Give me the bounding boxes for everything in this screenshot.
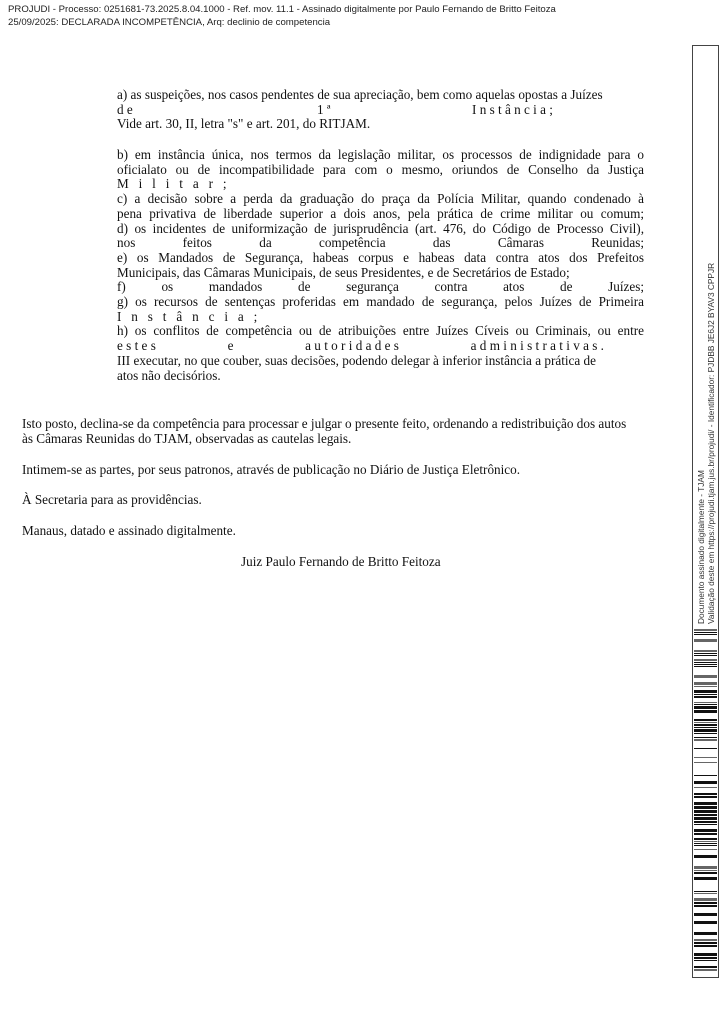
barcode-bar: [694, 802, 717, 805]
spread-word: 1 ª: [317, 101, 331, 117]
spread-word: mandados: [208, 279, 263, 295]
spread-word: feitos: [182, 235, 212, 251]
barcode-bar: [694, 845, 717, 846]
barcode-bar: [694, 662, 717, 663]
spread-word: de: [297, 279, 311, 295]
barcode-bar: [694, 639, 717, 642]
spread-word: e s t e s: [117, 338, 156, 354]
item-a-line3: Vide art. 30, II, letra "s" e art. 201, do RITJAM.: [117, 116, 371, 132]
barcode-bar: [694, 722, 717, 723]
barcode-bar: [694, 843, 717, 844]
item-a-spread-line: [117, 103, 644, 118]
barcode-bar: [694, 877, 717, 880]
item-b-line1: b) em instância única, nos termos da legislação militar, os processos de indignidade para o: [117, 147, 644, 162]
barcode-bar: [694, 757, 717, 758]
item-a: [117, 88, 644, 132]
spread-word: os: [161, 279, 174, 295]
item-h-line1: h) os conflitos de competência ou de atribuições entre Juízes Cíveis ou Criminais, ou entre: [117, 323, 644, 339]
spread-word: a u t o r i d a d e s: [305, 338, 399, 354]
item-f-spread-line: [117, 280, 644, 295]
item-e-line1: e) os Mandados de Segurança, habeas corpus e habeas data contra atos dos Prefeitos: [117, 249, 644, 265]
spread-word: nos: [117, 235, 136, 251]
barcode-bar: [694, 932, 717, 935]
barcode-bar: [694, 810, 717, 813]
barcode-bar: [694, 866, 717, 869]
items-b-to-iii: [117, 148, 644, 383]
spread-word: Juízes;: [608, 279, 644, 295]
barcode-bar: [694, 945, 717, 947]
barcode-bar: [694, 939, 717, 941]
barcode-bar: [694, 942, 717, 944]
barcode-bar: [694, 814, 717, 816]
item-b-line2: oficialato ou de incompatibilidade para com o mesmo, oriundos de Conselho da Justiça: [117, 161, 644, 177]
barcode-bar: [694, 682, 717, 685]
barcode-bar: [694, 796, 717, 798]
barcode-bar: [694, 659, 717, 661]
barcode-bar: [694, 729, 717, 732]
spread-word: atos: [503, 279, 525, 295]
barcode-bar: [694, 841, 717, 842]
barcode-bar: [694, 739, 717, 741]
document-header: [8, 3, 556, 29]
barcode-bar: [694, 806, 717, 809]
item-e-line2: Municipais, das Câmaras Municipais, de seus Presidentes, e de Secretários de Estado;: [117, 264, 570, 280]
spread-word: Reunidas;: [591, 235, 644, 251]
item-iii-line1: III executar, no que couber, suas decisões, podendo delegar à inferior instância a prática de: [117, 352, 596, 368]
barcode: [694, 627, 717, 976]
barcode-bar: [694, 653, 717, 654]
barcode-bar: [694, 953, 717, 956]
paragraph-secretary: À Secretaria para as providências.: [22, 492, 202, 507]
barcode-bar: [694, 855, 717, 858]
paragraph-intimation: Intimem-se as partes, por seus patronos, através de publicação no Diário de Justiça Eletrônico.: [22, 462, 521, 477]
item-c-line1: c) a decisão sobre a perda da graduação do praça da Polícia Militar, quando condenado à: [117, 191, 644, 207]
barcode-bar: [694, 664, 717, 665]
barcode-bar: [694, 706, 717, 709]
item-g-line2: I n s t â n c i a ;: [117, 308, 258, 324]
barcode-bar: [694, 675, 717, 678]
barcode-bar: [694, 704, 717, 705]
barcode-bar: [694, 960, 717, 961]
barcode-bar: [694, 727, 717, 728]
spread-word: de: [559, 279, 573, 295]
spread-word: da: [259, 235, 272, 251]
barcode-bar: [694, 748, 717, 749]
barcode-bar: [694, 905, 717, 907]
paragraph-place-date: Manaus, datado e assinado digitalmente.: [22, 523, 236, 538]
barcode-bar: [694, 921, 717, 924]
barcode-bar: [694, 893, 717, 894]
spread-word: e: [227, 338, 234, 354]
barcode-bar: [694, 838, 717, 840]
barcode-bar: [694, 632, 717, 633]
item-d-line1: d) os incidentes de uniformização de jurisprudência (art. 476, do Código de Processo Civil),: [117, 220, 644, 236]
barcode-bar: [694, 833, 717, 835]
item-g-line1: g) os recursos de sentenças proferidas em mandado de segurança, pelos Juízes de Primeira: [117, 294, 644, 310]
item-a-line1: a) as suspeições, nos casos pendentes de sua apreciação, bem como aquelas opostas a Juízes: [117, 87, 603, 102]
barcode-bar: [694, 702, 717, 703]
barcode-bar: [694, 666, 717, 667]
barcode-bar: [694, 824, 717, 825]
item-d-spread-line: [117, 236, 644, 251]
barcode-bar: [694, 913, 717, 916]
barcode-bar: [694, 849, 717, 850]
barcode-bar: [694, 696, 717, 698]
spread-word: a d m i n i s t r a t i v a s .: [470, 338, 604, 354]
barcode-bar: [694, 686, 717, 687]
barcode-bar: [694, 781, 717, 784]
barcode-bar: [694, 733, 717, 734]
barcode-bar: [694, 762, 717, 763]
paragraph-decision: Isto posto, declina-se da competência para processar e julgar o presente feito, ordenando a redistribuição dos autos às Câmaras Reunidas do TJAM, observadas as cautelas legais.: [22, 416, 627, 446]
item-iii-line2: atos não decisórios.: [117, 367, 221, 383]
barcode-bar: [694, 902, 717, 904]
barcode-bar: [694, 821, 717, 823]
barcode-bar: [694, 634, 717, 635]
barcode-bar: [694, 629, 717, 631]
spread-word: Câmaras: [497, 235, 544, 251]
barcode-bar: [694, 898, 717, 901]
barcode-bar: [694, 775, 717, 776]
barcode-bar: [694, 872, 717, 874]
item-c-line2: pena privativa de liberdade superior a dois anos, pela prática de crime militar ou comum;: [117, 205, 644, 221]
header-status-line: 25/09/2025: DECLARADA INCOMPETÊNCIA, Arq: declinio de competencia: [8, 17, 331, 28]
item-h-spread-line: [117, 339, 644, 354]
spread-word: competência: [318, 235, 386, 251]
barcode-bar: [694, 737, 717, 738]
spread-word: d e: [117, 101, 133, 117]
barcode-bar: [694, 655, 717, 656]
spread-word: I n s t â n c i a ;: [472, 101, 553, 117]
barcode-bar: [694, 817, 717, 820]
barcode-bar: [694, 829, 717, 832]
barcode-bar: [694, 793, 717, 795]
spread-word: das: [432, 235, 451, 251]
barcode-bar: [694, 891, 717, 892]
barcode-bar: [694, 710, 717, 713]
barcode-bar: [694, 694, 717, 695]
barcode-bar: [694, 787, 717, 788]
signed-digitally-text: Documento assinado digitalmente - TJAM: [696, 470, 706, 624]
spread-word: f): [117, 279, 126, 295]
barcode-bar: [694, 724, 717, 726]
barcode-bar: [694, 957, 717, 959]
validation-text: Validação deste em https://projudi.tjam.jus.br/projudi/ - Identificador: PJDBB JE6J2 BYAV3 CPPJR: [706, 262, 716, 624]
barcode-bar: [694, 969, 717, 971]
barcode-bar: [694, 719, 717, 721]
spread-word: contra: [434, 279, 468, 295]
judge-signature: Juiz Paulo Fernando de Britto Feitoza: [241, 554, 441, 569]
spread-word: segurança: [346, 279, 399, 295]
barcode-bar: [694, 966, 717, 968]
header-process-line: PROJUDI - Processo: 0251681-73.2025.8.04.1000 - Ref. mov. 11.1 - Assinado digitalmente por Paulo Fernando de Britto Feitoza: [8, 4, 556, 15]
barcode-bar: [694, 690, 717, 693]
item-b-line3: M i l i t a r ;: [117, 176, 227, 192]
barcode-bar: [694, 870, 717, 871]
barcode-bar: [694, 650, 717, 652]
digital-signature-box: [692, 45, 719, 978]
